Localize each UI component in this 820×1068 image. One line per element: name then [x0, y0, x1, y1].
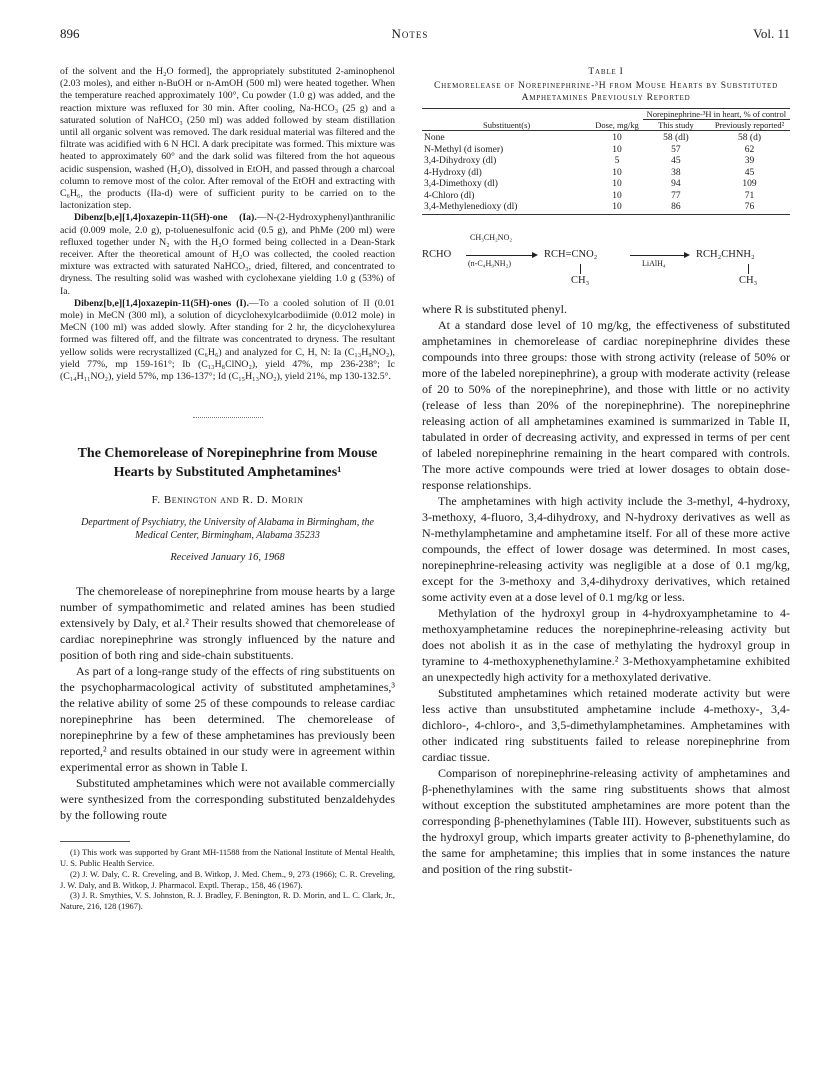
table-row [422, 156, 790, 168]
received-date: Received January 16, 1968 [170, 552, 285, 564]
bond-line [748, 264, 749, 274]
table-cell-this-study: 86 [671, 202, 681, 212]
authors: F. Benington and R. D. Morin [151, 494, 304, 507]
table-row [422, 133, 790, 145]
table-cell-dose: 10 [612, 179, 622, 189]
table-cell-this-study: 38 [671, 167, 681, 178]
table-cell-this-study: 57 [671, 144, 681, 155]
footnote: (3) J. R. Smythies, V. S. Johnston, R. J. Bradley, F. Benington, R. D. Morin, and L. C. Clark, Jr., Nature, 216, 128 (1967). [60, 891, 395, 912]
table-cell-dose: 10 [612, 144, 622, 155]
experimental-text: —N-(2-Hydroxyphenyl)anthranilic acid (0.009 mole, 2.0 g), p-toluenesulfonic acid (0.5 g), and PhMe (200 ml) were refluxed together under N₂ with the H₂O formed being collected in a Dean-Stark receiver. After the theoretical amount of H₂O was collected, the cooled reaction mixture was extracted with saturated NaHCO₃, dried, filtered, and concentrated to dryness. The resulting solid was washed with cyclohexane yielding 1.0 g (53%) of Ia. [60, 212, 395, 297]
table-header-substituent: Substituent(s) [483, 120, 531, 130]
scheme-reactant: RCHO [422, 248, 452, 260]
table-row [422, 145, 790, 157]
reaction-arrow [466, 255, 534, 256]
table-cell-substituent: 3,4-Methylenedioxy (dl) [424, 202, 518, 212]
article-title: The Chemorelease of Norepinephrine from Mouse Hearts by Substituted Amphetamines¹ [77, 446, 378, 481]
table-cell-this-study: 94 [671, 179, 681, 189]
table-row [422, 202, 790, 214]
compound-heading: Dibenz[b,e][1,4]oxazepin-11(5H)-one (Ia). [74, 212, 257, 224]
table-label: Table I [588, 67, 624, 77]
experimental-paragraph [60, 212, 395, 297]
table-row [422, 191, 790, 203]
table-cell-substituent: 4-Chloro (dl) [424, 190, 475, 201]
table-header-dose: Dose, mg/kg [595, 120, 639, 130]
compound-heading: Dibenz[b,e][1,4]oxazepin-11(5H)-ones (I). [74, 297, 249, 309]
body-paragraph: The chemorelease of norepinephrine from mouse hearts by a large number of sympathomimetic and related amines has been studied extensively by Daly, et al.² Their results showed that chemorelease of cardiac norepinephrine was strongly influenced by the nature and position of both ring and side-chain substituents. [60, 584, 395, 663]
scheme-intermediate: RCH=CNO₂ [544, 248, 598, 260]
table-cell-this-study: 45 [671, 156, 681, 166]
volume-label: Vol. 11 [753, 26, 790, 41]
scheme-product-methyl: CH₃ [739, 274, 758, 286]
footnote-rule [60, 841, 130, 842]
scheme-intermediate-methyl: CH₃ [571, 274, 590, 286]
table-row [422, 168, 790, 180]
experimental-text: —To a cooled solution of II (0.01 mole) in MeCN (300 ml), a solution of dicyclohexylcarbodiimide (0.012 mole) in MeCN (100 ml) was added slowly. After standing for 2 hr, the dicyclohexylurea formed was filtered off, and the filtrate was concentrated to dryness. The resultant yellow solids were recrystallized (C₆H₆) and analyzed for C, H, N: Ia (C₁₃H₉NO₂), yield 77%, mp 159-161°; Ib (C₁₃H₈ClNO₂), yield 47%, mp 236-238°; Ic (C₁₄H₁₁NO₂), yield 57%, mp 136-137°; Id (C₁₅H₁₃NO₂), yield 21%, mp 130-132.5°. [60, 297, 396, 383]
table-cell-this-study: 77 [671, 190, 681, 201]
table-cell-substituent: N-Methyl (d isomer) [424, 144, 504, 155]
body-paragraph: Substituted amphetamines which were not available commercially were synthesized from the corresponding substituted benzaldehydes by the following route [60, 776, 395, 823]
table-cell-previously-reported: 58 (d) [738, 133, 761, 143]
table-header-this-study: This study [643, 120, 709, 131]
table-cell-dose: 10 [612, 167, 622, 178]
right-column [422, 66, 790, 877]
experimental-paragraph: of the solvent and the H₂O formed], the appropriately substituted 2-aminophenol (2.03 moles), and either n-BuOH or n-AmOH (500 ml) were heated together. When the temperature reached approximately 100°, Cu powder (1.0 g) was added, and the reaction mixture was refluxed for 30 min. After cooling, Na-HCO₃ (25 g) and a saturated solution of NaHCO₃ (250 ml) was added followed by steam distillation until all organic solvent was removed. The dark residual material was filtered and the filtrate was acidified with 6 N HCl. A dark precipitate was formed. This mixture was heated to approximately 60° and the dark solid was filtered from the hot aqueous acidic suspension, washed (H₂O), dissolved in EtOH, and passed through a charcoal column to remove most of the color. After removal of the EtOH and extracting with C₆H₆, the products (IIa-d) were of sufficient purity to be carried on to the lactonization step. [60, 66, 395, 212]
reaction-arrow [630, 255, 686, 256]
table-cell-previously-reported: 39 [744, 156, 755, 166]
table-cell-previously-reported: 62 [744, 144, 755, 155]
body-paragraph: Methylation of the hydroxyl group in 4-hydroxyamphetamine to 4-methoxyamphetamine reduces the norepinephrine-releasing activity but does not abolish it as in the case of methylating the hydroxyl group in tyramine to 4-methoxyphenethylamine.² 3-Methoxyamphetamine exhibited an unexpectedly high activity for a methoxylated derivative. [422, 605, 790, 684]
table-cell-previously-reported: 45 [744, 167, 755, 178]
table-header-previously-reported: Previously reported² [709, 120, 790, 131]
table-end-rule [422, 214, 790, 217]
running-head: Notes [391, 26, 429, 41]
scheme-reagent-1: CH₃CH₂NO₂ [470, 232, 513, 242]
arrow-head [532, 252, 538, 258]
affiliation: Department of Psychiatry, the University of Alabama in Birmingham, the Medical Center, Birmingham, Alabama 35233 [81, 517, 374, 542]
table-group-header: Norepinephrine-³H in heart, % of control [643, 109, 790, 120]
body-paragraph: Substituted amphetamines which retained moderate activity but were less active than unsubstituted amphetamine include 4-methoxy-, 3,4-dichloro-, 4-chloro-, and 3,5-dimethylamphetamines. Amphetamines with other indicated ring substituents failed to release norepinephrine from cardiac tissue. [422, 685, 790, 764]
table-body [422, 133, 790, 217]
arrow-head [684, 252, 690, 258]
table-1 [422, 108, 790, 217]
table-cell-dose: 10 [612, 133, 622, 143]
body-paragraph: Comparison of norepinephrine-releasing activity of amphetamines and β-phenethylamines with the same ring substituents shows that almost without exception the substituted amphetamines are more potent than the corresponding β-phenethylamines (Table III). However, substituents such as the hydroxyl group, which imparts greater activity to β-phenethylamine, do the same for amphetamine; this implies that in some instances the nature and position of the ring substit- [422, 765, 790, 876]
body-paragraph: As part of a long-range study of the effects of ring substituents on the psychopharmacological activity of substituted amphetamines,³ the relative ability of some 25 of these compounds to release cardiac norepinephrine has been determined. The chemorelease of norepinephrine by a few of these amphetamines has previously been reported,² and results obtained in our study were in agreement within experimental error as shown in Table I. [60, 664, 395, 775]
scheme-reagent-2: LiAlH₄ [642, 258, 666, 268]
table-cell-previously-reported: 76 [744, 202, 755, 212]
scheme-product: RCH₂CHNH₂ [696, 248, 755, 260]
table-cell-this-study: 58 (dl) [663, 133, 689, 143]
table-cell-dose: 10 [612, 190, 622, 201]
table-caption: Chemorelease of Norepinephrine-³H from Mouse Hearts by Substituted Amphetamines Previously Reported [434, 81, 778, 103]
table-cell-substituent: 3,4-Dimethoxy (dl) [424, 179, 498, 189]
bond-line [580, 264, 581, 274]
table-cell-substituent: 4-Hydroxy (dl) [424, 167, 482, 178]
body-paragraph: where R is substituted phenyl. [422, 301, 567, 316]
footnote: (2) J. W. Daly, C. R. Creveling, and B. Witkop, J. Med. Chem., 9, 273 (1966); C. R. Creveling, J. W. Daly, and B. Witkop, J. Pharmacol. Exptl. Therap., 158, 46 (1967). [60, 869, 395, 890]
body-paragraph: The amphetamines with high activity include the 3-methyl, 4-hydroxy, 3-methoxy, 4-fluoro, 3,4-dihydroxy, and N-hydroxy derivatives as well as N-methylamphetamine and amphetamine itself. For all of these more active compounds, the effect of lower dosage was determined. In most cases, norepinephrine-releasing activity was negligible at a dose of 0.1 mg/kg, except for the 3-methoxy and 3,4-dihydroxy derivatives, which retained some activity even at a dose level of 0.1 mg/kg or less. [422, 493, 790, 604]
table-row [422, 179, 790, 191]
reaction-scheme [422, 225, 790, 295]
table-cell-previously-reported: 71 [744, 190, 755, 201]
table-cell-substituent: None [424, 133, 445, 143]
page-number: 896 [60, 26, 80, 41]
scheme-catalyst: (n-C₄H₉NH₂) [468, 258, 512, 268]
footnote: (1) This work was supported by Grant MH-11588 from the National Institute of Mental Health, U. S. Public Health Service. [60, 848, 395, 869]
article-separator [193, 417, 263, 418]
table-cell-dose: 10 [612, 202, 622, 212]
experimental-paragraph [60, 298, 395, 383]
left-column [60, 66, 395, 913]
body-paragraph: At a standard dose level of 10 mg/kg, the effectiveness of substituted amphetamines in chemorelease of cardiac norepinephrine divides these compounds into three groups: those with strong activity (release of 50% or more of the labeled norepinephrine), a group with moderate activity (release of 20 to 50% of the norepinephrine), and those with little or no activity (release of less than 20% of the norepinephrine). The norepinephrine releasing action of all amphetamines examined is summarized in Table II, tabulated in order of decreasing activity, and expressed in terms of per cent of labeled norepinephrine remaining in the heart compared with controls. The more active compounds were tried at lower dosages to obtain dose-response relationships. [422, 317, 790, 492]
table-cell-substituent: 3,4-Dihydroxy (dl) [424, 156, 497, 166]
table-cell-previously-reported: 109 [742, 179, 757, 189]
table-cell-dose: 5 [614, 156, 620, 166]
